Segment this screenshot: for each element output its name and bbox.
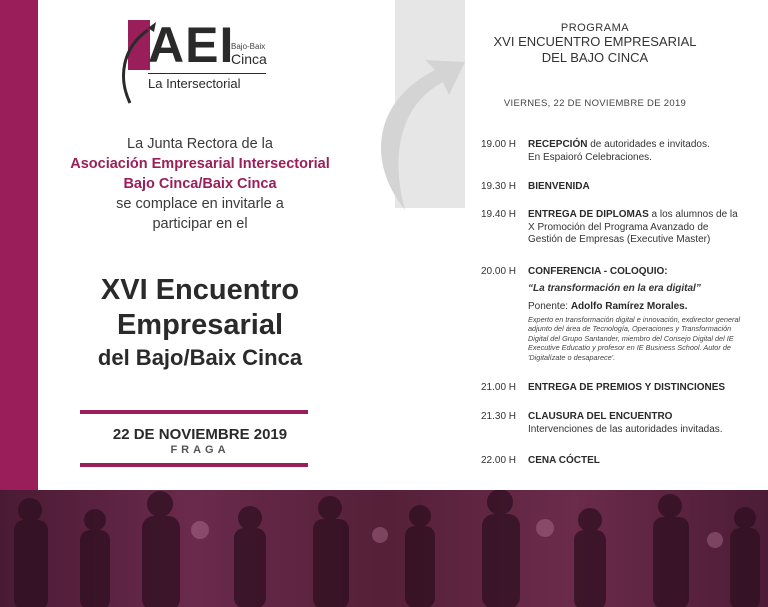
item-title: CENA CÓCTEL	[528, 455, 600, 466]
event-title-line3: del Bajo/Baix Cinca	[97, 345, 303, 370]
item-sub: En Espaioró Celebraciones.	[528, 151, 652, 163]
conference-quote: “La transformación en la era digital”	[528, 282, 701, 294]
item-rest: de autoridades e invitados.	[587, 139, 710, 150]
logo-region-line2: Cinca	[231, 51, 267, 67]
program-date: VIERNES, 22 DE NOVIEMBRE DE 2019	[503, 98, 687, 109]
divider-top	[80, 410, 308, 414]
item-title: CLAUSURA DEL ENCUENTRO	[528, 411, 673, 422]
logo-mark-text: AEI	[148, 17, 235, 73]
speaker-name: Adolfo Ramírez Morales.	[570, 301, 688, 312]
aei-logo	[118, 18, 278, 108]
program-label: PROGRAMA	[560, 22, 630, 34]
left-accent-bar	[0, 0, 38, 490]
divider-bottom	[80, 463, 308, 467]
item-time: 19.40 H	[481, 209, 517, 220]
program-item	[481, 181, 751, 194]
invitation-text	[45, 134, 355, 234]
item-time: 20.00 H	[481, 266, 517, 277]
item-sub2: Gestión de Empresas (Executive Master)	[528, 234, 711, 245]
program-item	[481, 455, 751, 468]
item-sub: X Promoción del Programa Avanzado de	[528, 221, 709, 233]
event-title-line2: Empresarial	[116, 309, 284, 341]
intro-region: Bajo Cinca/Baix Cinca	[123, 176, 277, 192]
item-title: RECEPCIÓN	[528, 139, 588, 150]
item-time: 19.30 H	[481, 181, 517, 192]
crowd-silhouettes-icon	[0, 490, 768, 607]
program-title-line2: DEL BAJO CINCA	[541, 50, 649, 65]
program-item	[481, 209, 751, 247]
item-title: ENTREGA DE DIPLOMAS	[528, 209, 649, 220]
event-title-line1: XVI Encuentro	[100, 274, 300, 306]
event-title	[45, 273, 355, 373]
intro-line1: La Junta Rectora de la	[127, 136, 273, 152]
intro-association: Asociación Empresarial Intersectorial	[70, 156, 330, 172]
item-time: 21.30 H	[481, 411, 517, 422]
event-photo	[0, 490, 768, 607]
program-item	[481, 139, 751, 164]
item-title: ENTREGA DE PREMIOS Y DISTINCIONES	[528, 382, 726, 393]
logo-name: La Intersectorial	[148, 73, 266, 91]
program-item	[481, 411, 751, 436]
speaker-bio: Experto en transformación digital e innovación, exdirector general adjunto del área de Tecnología, Operaciones y Transformación Digital del Grupo Santander, miembro del Consejo Digital del IE Executive Educatio y profesor en IE Business School. Autor de 'Digitalízate o desaparece'.	[528, 314, 741, 362]
item-time: 19.00 H	[481, 139, 517, 150]
item-title: CONFERENCIA - COLOQUIO:	[528, 266, 668, 277]
logo-region-line1: Bajo-Baix	[231, 42, 266, 51]
intro-line4: se complace en invitarle a	[116, 196, 284, 212]
event-date: 22 DE NOVIEMBRE 2019	[112, 426, 288, 443]
intro-line5: participar en el	[152, 216, 248, 232]
item-rest: a los alumnos de la	[648, 209, 738, 220]
program-title-line1: XVI ENCUENTRO EMPRESARIAL	[493, 34, 697, 49]
swoosh-arrow-icon	[365, 40, 475, 220]
item-sub: Intervenciones de las autoridades invitadas.	[528, 423, 723, 435]
speaker-label: Ponente:	[528, 301, 571, 312]
event-place: FRAGA	[170, 444, 230, 456]
program-header	[480, 22, 710, 66]
program-item	[481, 266, 751, 362]
item-time: 22.00 H	[481, 455, 517, 466]
item-time: 21.00 H	[481, 382, 517, 393]
program-item	[481, 382, 751, 395]
item-title: BIENVENIDA	[528, 181, 590, 192]
